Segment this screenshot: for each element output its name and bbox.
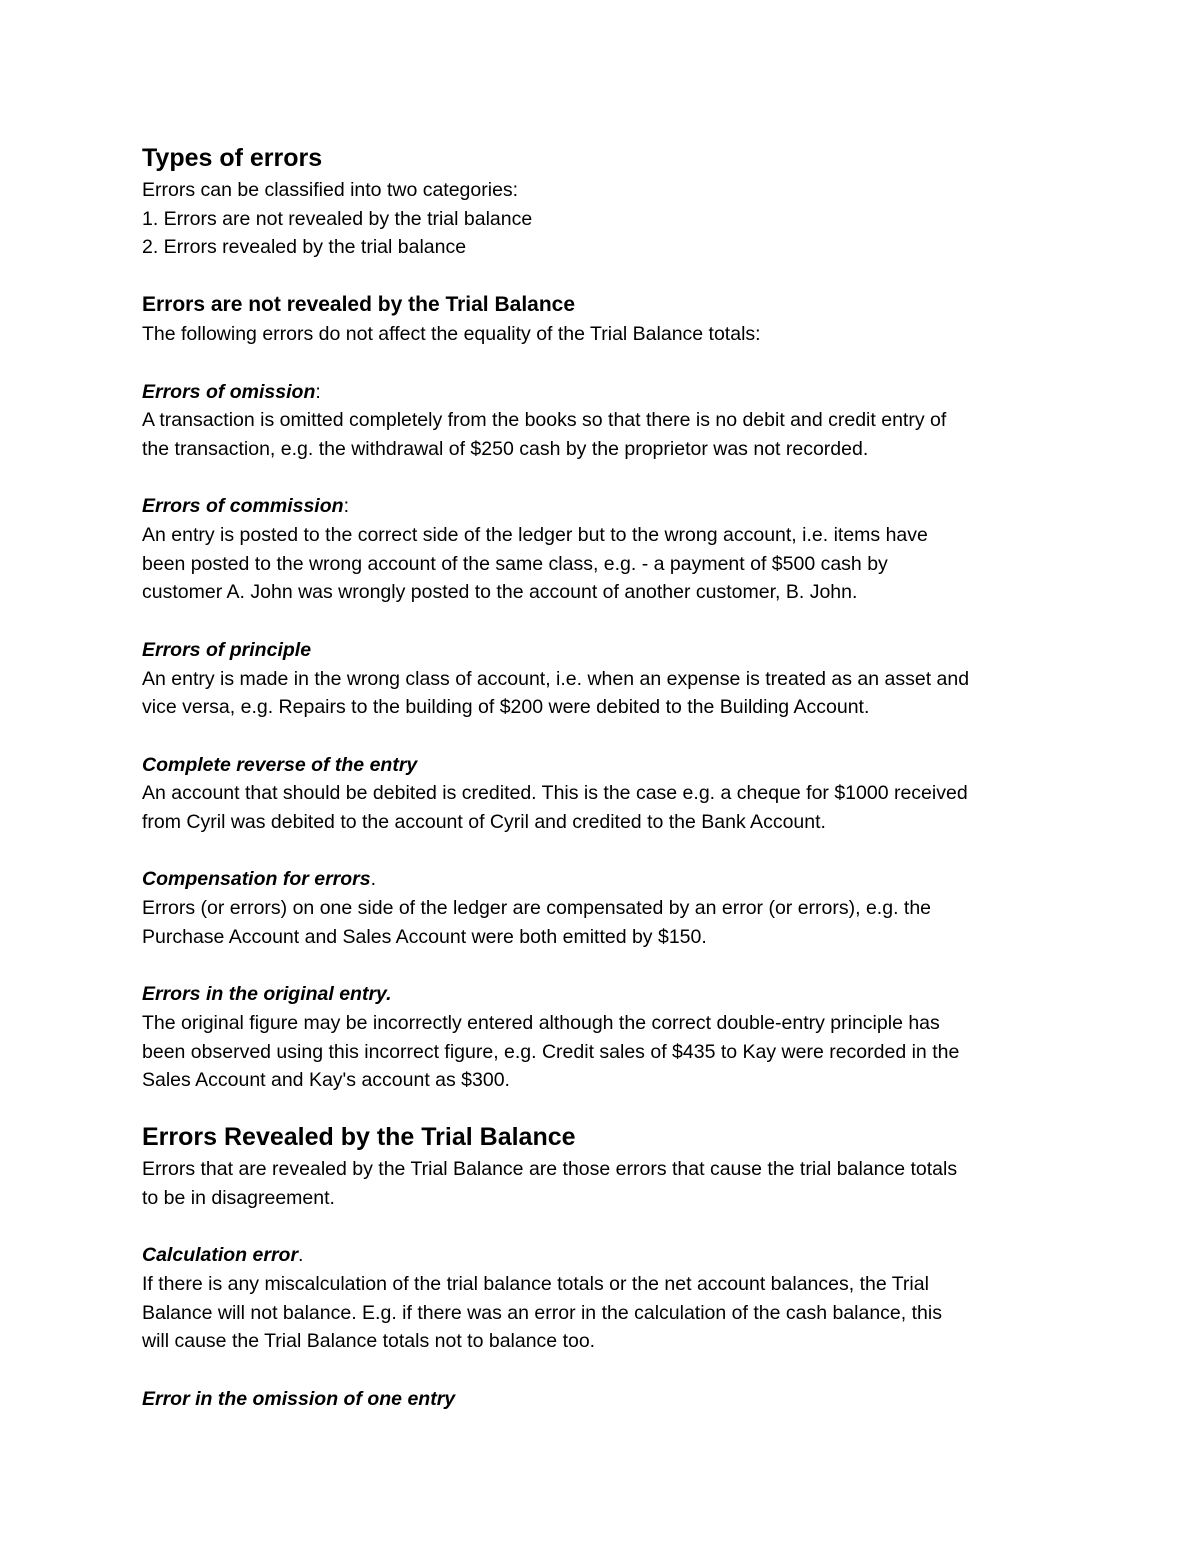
document-page bbox=[142, 140, 1077, 1413]
section-heading-revealed: Errors Revealed by the Trial Balance bbox=[142, 1123, 576, 1151]
body-line: will cause the Trial Balance totals not to balance too. bbox=[142, 1330, 596, 1353]
body-line: been posted to the wrong account of the same class, e.g. - a payment of $500 cash by bbox=[142, 552, 888, 575]
intro-line: 2. Errors revealed by the trial balance bbox=[142, 236, 467, 259]
subheading-title: Errors of principle bbox=[142, 638, 312, 661]
subheading-errors-of-omission bbox=[142, 378, 1077, 407]
section-intro: The following errors do not affect the equality of the Trial Balance totals: bbox=[142, 323, 761, 346]
subheading-error-omission-one-entry bbox=[142, 1385, 1077, 1414]
section-heading-not-revealed: Errors are not revealed by the Trial Balance bbox=[142, 293, 576, 317]
intro-line: 1. Errors are not revealed by the trial balance bbox=[142, 207, 533, 230]
body-line: customer A. John was wrongly posted to the account of another customer, B. John. bbox=[142, 581, 858, 604]
body-line: the transaction, e.g. the withdrawal of $250 cash by the proprietor was not recorded. bbox=[142, 437, 869, 460]
page-title: Types of errors bbox=[142, 144, 323, 172]
intro-line: Errors can be classified into two categories: bbox=[142, 179, 519, 201]
body-line: from Cyril was debited to the account of Cyril and credited to the Bank Account. bbox=[142, 811, 826, 833]
subheading-title: Calculation error bbox=[142, 1244, 299, 1267]
subheading-title: Errors of omission bbox=[142, 380, 316, 403]
body-line: A transaction is omitted completely from the books so that there is no debit and credit entry of bbox=[142, 409, 947, 432]
subheading-suffix: . bbox=[370, 868, 377, 891]
body-line: been observed using this incorrect figure, e.g. Credit sales of $435 to Kay were recorded in the bbox=[142, 1040, 960, 1063]
subheading-complete-reverse bbox=[142, 751, 1077, 780]
body-line: vice versa, e.g. Repairs to the building of $200 were debited to the Building Account. bbox=[142, 696, 870, 719]
body-line: An account that should be debited is credited. This is the case e.g. a cheque for $1000 received bbox=[142, 782, 968, 805]
subheading-title: Errors in the original entry. bbox=[142, 983, 392, 1006]
body-line: An entry is made in the wrong class of account, i.e. when an expense is treated as an asset and bbox=[142, 667, 970, 690]
body-line: The original figure may be incorrectly entered although the correct double-entry principle has bbox=[142, 1011, 940, 1034]
subheading-suffix: . bbox=[298, 1244, 304, 1267]
subheading-title: Complete reverse of the entry bbox=[142, 753, 418, 776]
subheading-compensation-for-errors bbox=[142, 865, 1077, 894]
body-line: If there is any miscalculation of the trial balance totals or the net account balances, the Trial bbox=[142, 1272, 929, 1295]
subheading-errors-in-original-entry bbox=[142, 980, 1077, 1009]
body-line: Balance will not balance. E.g. if there was an error in the calculation of the cash balance, this bbox=[142, 1301, 942, 1324]
subheading-suffix: : bbox=[315, 380, 321, 403]
body-line: An entry is posted to the correct side of the ledger but to the wrong account, i.e. items have bbox=[142, 524, 928, 546]
subheading-title: Compensation for errors bbox=[142, 868, 371, 891]
subheading-title: Errors of commission bbox=[142, 495, 344, 518]
subheading-calculation-error bbox=[142, 1241, 1077, 1270]
body-line: Sales Account and Kay's account as $300. bbox=[142, 1069, 510, 1092]
subheading-suffix: : bbox=[343, 495, 349, 518]
subheading-errors-of-principle bbox=[142, 636, 1077, 665]
subheading-title: Error in the omission of one entry bbox=[142, 1387, 456, 1410]
section-intro: to be in disagreement. bbox=[142, 1186, 335, 1209]
subheading-errors-of-commission bbox=[142, 492, 1077, 521]
body-line: Errors (or errors) on one side of the ledger are compensated by an error (or errors), e.g. the bbox=[142, 897, 932, 920]
section-intro: Errors that are revealed by the Trial Balance are those errors that cause the trial balance totals bbox=[142, 1158, 958, 1180]
body-line: Purchase Account and Sales Account were both emitted by $150. bbox=[142, 925, 707, 948]
